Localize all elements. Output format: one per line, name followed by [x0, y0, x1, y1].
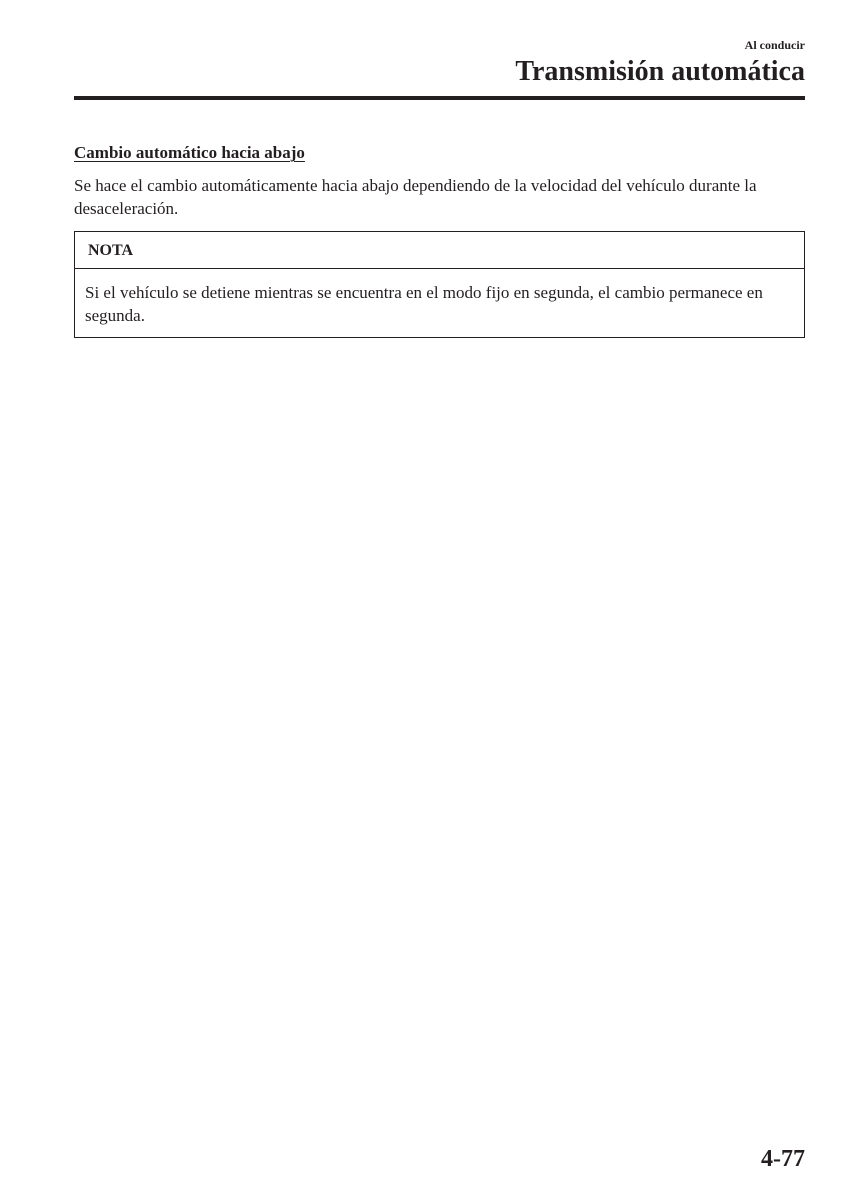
note-text: Si el vehículo se detiene mientras se encuentra en el modo fijo en segunda, el cambio permanece en segunda. — [85, 283, 763, 325]
chapter-label: Al conducir — [744, 38, 805, 52]
header-divider — [74, 96, 805, 100]
section-body-text: Se hace el cambio automáticamente hacia abajo dependiendo de la velocidad del vehículo durante la desaceleración. — [74, 176, 757, 218]
page-header — [74, 36, 805, 90]
page-title: Transmisión automática — [515, 56, 805, 87]
note-title-row — [75, 232, 804, 269]
section-heading: Cambio automático hacia abajo — [74, 143, 305, 162]
note-box — [74, 231, 805, 338]
page-number: 4-77 — [761, 1146, 805, 1172]
note-title: NOTA — [88, 242, 134, 259]
